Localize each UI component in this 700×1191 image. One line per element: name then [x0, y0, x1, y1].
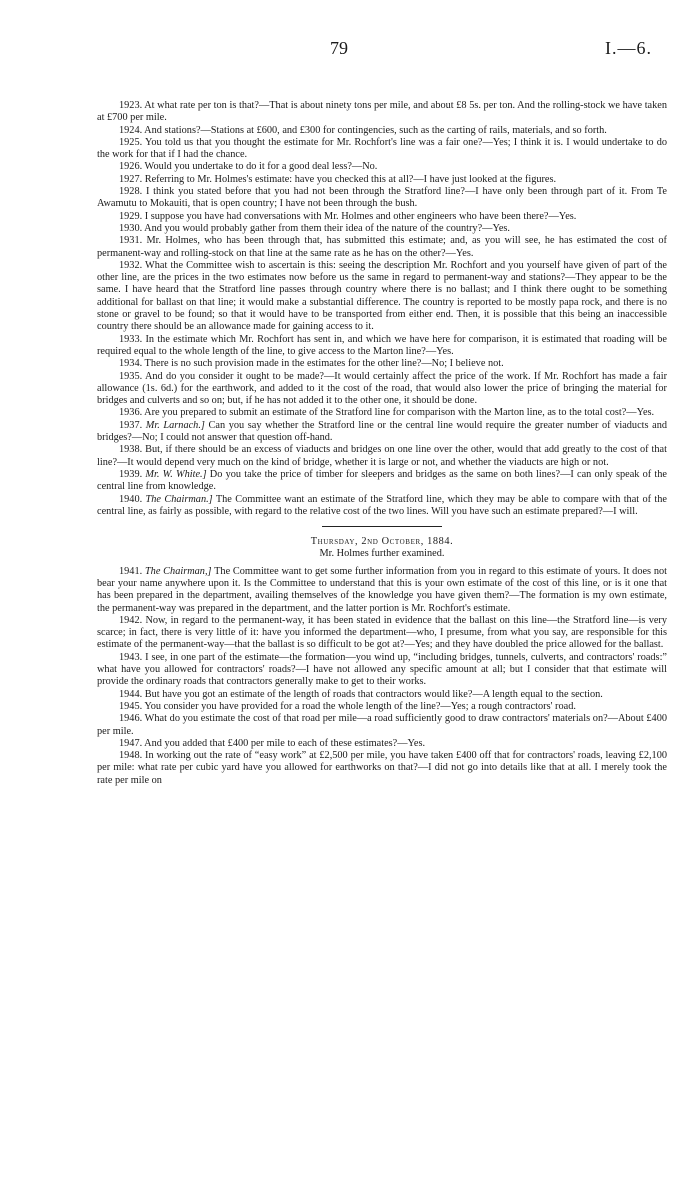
question-text: 1938. But, if there should be an excess of viaducts and bridges on one line over the other, would that add greatly to the cost of that line?—It would depend very much on the kind of bridge, whether it is large or not, and whether the viaducts are high or not.	[97, 444, 667, 468]
question-paragraph	[97, 186, 667, 211]
question-paragraph	[97, 407, 667, 419]
sitting-date: Thursday, 2nd October, 1884.	[310, 536, 454, 548]
question-text: Do you take the price of timber for sleepers and bridges as the same on both lines?—I can only speak of the central line from knowledge.	[97, 468, 667, 493]
question-paragraph	[97, 260, 667, 334]
question-number: 1941.	[119, 565, 145, 577]
question-text: 1924. And stations?—Stations at £600, and £300 for contingencies, such as the carting of rails, materials, and so forth.	[119, 124, 607, 136]
question-paragraph	[97, 137, 667, 162]
question-paragraph	[97, 125, 667, 137]
question-paragraph	[97, 615, 667, 652]
page-body	[97, 100, 667, 787]
question-text: 1935. And do you consider it ought to be made?—It would certainly affect the price of the work. If Mr. Rochfort has made a fair allowance (1s. 6d.) for the earthwork, and added to it the cost of the road, that would also lower the price of bringing the material for bridges and culverts and so on; but, if he has not added it to the other one, it should be done.	[97, 370, 667, 407]
question-text: 1945. You consider you have provided for a road the whole length of the line?—Yes; a rough contractors' road.	[119, 700, 576, 712]
question-paragraph	[97, 100, 667, 125]
question-paragraph	[97, 701, 667, 713]
question-text: 1936. Are you prepared to submit an estimate of the Stratford line for comparison with the Marton line, as to the total cost?—Yes.	[119, 407, 655, 419]
question-paragraph	[97, 235, 667, 260]
question-paragraph	[97, 713, 667, 738]
question-text: 1946. What do you estimate the cost of that road per mile—a road sufficiently good to draw contractors' materials on?—About £400 per mile.	[97, 713, 667, 737]
question-text: The Committee want to get some further information from you in regard to this estimate of yours. It does not bear your name anywhere upon it. Is the Committee to understand that this is your own estimate of the cost of this line, or is it one that has been prepared in the department, availing themselves of the knowledge you have given them?—The formation is my own estimate, the permanent-way was prepared in the department, and the latter portion is Mr. Rochfort's estimate.	[97, 565, 667, 614]
question-paragraph	[97, 444, 667, 469]
question-text: 1925. You told us that you thought the estimate for Mr. Rochfort's line was a fair one?—Yes; I think it is. I would undertake to do the work for that if I had the chance.	[97, 136, 667, 161]
question-text: 1931. Mr. Holmes, who has been through that, has submitted this estimate; and, as you will see, he has estimated the cost of permanent-way and rolling-stock on that line at the same rate as he has on the other?—Yes.	[97, 235, 667, 259]
evidence-block-before	[97, 100, 667, 518]
question-paragraph	[97, 750, 667, 787]
question-paragraph	[97, 420, 667, 445]
question-paragraph	[97, 652, 667, 689]
question-text: 1927. Referring to Mr. Holmes's estimate: have you checked this at all?—I have just looked at the figures.	[119, 173, 557, 185]
question-text: 1944. But have you got an estimate of the length of roads that contractors would like?—A length equal to the section.	[119, 688, 603, 700]
question-paragraph	[97, 566, 667, 615]
question-number: 1940.	[119, 493, 146, 505]
question-text: 1929. I suppose you have had conversations with Mr. Holmes and other engineers who have been there?—Yes.	[119, 210, 577, 222]
question-text: 1932. What the Committee wish to ascertain is this: seeing the description Mr. Rochfort and you yourself have given of part of the other line, are the prices in the two estimates now before us the same in regard to permanent-way and stations?—They appear to be the same. I have heard that the Stratford line passes through country where there is no ballast; and I think there ought to be something additional for ballast on that line; it would make a substantial difference. The country is reported to be mostly papa rock, and there is no stone or gravel to be found; so that it would have to be transported from either end. Then, it is possible that this being an inaccessible country there should be an allowance made for gaining access to it.	[97, 259, 667, 333]
question-paragraph	[97, 334, 667, 359]
question-paragraph	[97, 161, 667, 173]
evidence-block-after	[97, 566, 667, 787]
question-text: 1933. In the estimate which Mr. Rochfort has sent in, and which we have here for comparison, it is estimated that roading will be required equal to the whole length of the line, to give access to the Marton line?—Yes.	[97, 333, 667, 357]
question-text: 1934. There is no such provision made in the estimates for the other line?—No; I believe not.	[119, 358, 504, 370]
question-paragraph	[97, 469, 667, 494]
question-paragraph	[97, 494, 667, 519]
page-number: 79	[330, 38, 348, 58]
speaker-name: Mr. W. White.]	[145, 468, 207, 480]
question-paragraph	[97, 738, 667, 750]
section-divider	[322, 526, 442, 527]
question-paragraph	[97, 358, 667, 370]
speaker-name: The Chairman,]	[144, 565, 212, 577]
question-paragraph	[97, 689, 667, 701]
question-text: 1948. In working out the rate of “easy work” at £2,500 per mile, you have taken £400 off that for contractors' roads, leaving £2,100 per mile: what rate per cubic yard have you allowed for earthworks on that?—I did not go into details like that at all. I merely took the rate per mile on	[97, 750, 667, 786]
question-text: 1928. I think you stated before that you had not been through the Stratford line?—I have only been through part of it. From Te Awamutu to Mokauiti, that is open country; I have not been through the bush.	[97, 186, 667, 210]
speaker-name: Mr. Larnach.]	[145, 419, 205, 431]
question-paragraph	[97, 223, 667, 235]
document-reference: I.—6.	[605, 38, 652, 58]
question-text: The Committee want an estimate of the Stratford line, which they may be able to compare with that of the central line, as fairly as possible, with regard to the relative cost of the two lines. Will you have such an estimate prepared?—I will.	[97, 493, 667, 517]
question-text: 1923. At what rate per ton is that?—That is about ninety tons per mile, and about £8 5s. per ton. And the rolling-stock we have taken at £700 per mile.	[97, 100, 667, 124]
question-text: Can you say whether the Stratford line or the central line would require the greater number of viaducts and bridges?—No; I could not answer that question off-hand.	[97, 419, 667, 444]
question-text: 1942. Now, in regard to the permanent-way, it has been stated in evidence that the ballast on this line—the Stratford line—is very scarce; in fact, there is very little of it: have you informed the department—who, I presume, from what you say, are responsible for this estimate of the permanent-way—that the ballast is so difficult to be got at?—Yes; and they have doubled the price allowed for the ballast.	[97, 614, 667, 651]
question-text: 1947. And you added that £400 per mile to each of these estimates?—Yes.	[119, 737, 426, 749]
page-header	[0, 38, 700, 68]
speaker-name: The Chairman.]	[145, 493, 213, 505]
question-text: 1930. And you would probably gather from them their idea of the nature of the country?—Yes.	[119, 222, 511, 234]
question-paragraph	[97, 174, 667, 186]
question-text: 1926. Would you undertake to do it for a good deal less?—No.	[119, 161, 378, 173]
question-number: 1939.	[119, 468, 146, 480]
question-text: 1943. I see, in one part of the estimate—the formation—you wind up, “including bridges, tunnels, culverts, and contractors' roads:” what have you allowed for contractors' roads?—I have not allowed any specific amount at all; but I consider that that estimate will provide the ordinary roads that contractors generally make to get to their works.	[97, 651, 667, 688]
question-paragraph	[97, 211, 667, 223]
question-paragraph	[97, 371, 667, 408]
question-number: 1937.	[119, 419, 146, 431]
witness-heading: Mr. Holmes further examined.	[319, 548, 445, 560]
